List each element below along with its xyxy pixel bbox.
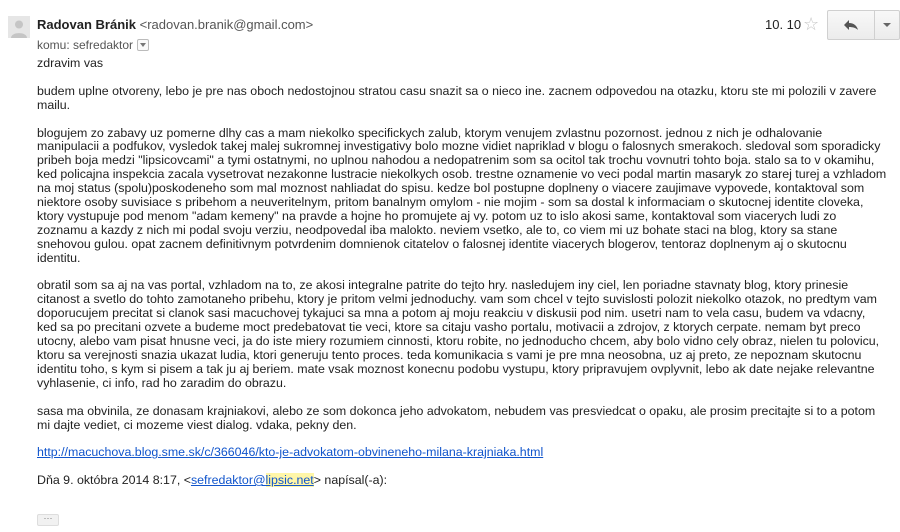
body-paragraph: blogujem zo zabavy uz pomerne dlhy cas a mam niekolko specifickych zalub, ktorym venujem zvlastnu pozornost. jednou z nich je odhalovanie manipulacii a podfukov, vysledok takej malej sukromnej investigativy bolo mozne vidiet napriklad v blogu o falosnych smerakoch. sledoval som sporadicky pribeh boja medzi "lipsicovcami" a tymi ostatnymi, no uplnou nahodou a nedopatrenim som sa ocitol tak trochu vovnutri tohto boja. stalo sa to v okamihu, ked policajna inspekcia zacala vysetrovat nezakonne lustracie niekolkych osob. trestne oznamenie vo veci podal martin masaryk zo starej turej a vzhladom na moj status (spolu)poskodeneho som mal moznost nahliadat do spisu. kedze bol postupne doplneny o viacere zaujimave vypovede, kontaktoval som niektore osoby suvisiace s pribehom a neuveritelnym, pritom banalnym omylom - nie mojim - som sa dostal k informaciam o skutocnej identite cloveka, ktory vystupuje pod menom "adam kemeny" na pravde a hojne ho promujete aj vy. potom uz to islo akosi same, kontaktoval som viacerych ludi zo zoznamu a kazdy z nich mi podal svoju verziu, neodpovedal iba malokto. neviem vsetko, ale to, co viem mi uz bohate staci na blog, ktory sa stane snehovou gulou. opat zacnem definitivnym potvrdenim domnienok citatelov o falosnej identite viacerych blogerov, tentoraz doplnenym aj o skutocnu identitu.: [37, 125, 887, 265]
star-icon[interactable]: ☆: [803, 14, 820, 34]
message-header: [37, 14, 900, 60]
reply-button-group: [827, 10, 900, 40]
blog-link[interactable]: http://macuchova.blog.sme.sk/c/366046/kto-je-advokatom-obvineneho-milana-krajniaka.html: [37, 445, 544, 460]
reply-arrow-icon: [843, 19, 859, 31]
quote-prefix: Dňa 9. októbra 2014 8:17, <: [37, 473, 191, 488]
quote-suffix: > napísal(-a):: [313, 473, 388, 488]
body-link-paragraph: [37, 446, 887, 460]
show-details-dropdown[interactable]: [137, 39, 149, 51]
sender-line: [37, 17, 313, 32]
reply-button[interactable]: [828, 11, 875, 39]
body-paragraph: sasa ma obvinila, ze donasam krajniakovi, alebo ze som dokonca jeho advokatom, nebudem vas presviedcat o opaku, ale prosim precitajte si to a potom mi dajte vediet, ci mozeme viest dialog. vdaka, pekny den.: [37, 403, 876, 432]
sender-avatar: [8, 16, 30, 38]
quote-email-user: sefredaktor@: [190, 473, 266, 488]
message-date: 10. 10: [765, 17, 802, 32]
more-options-button[interactable]: [875, 11, 899, 39]
quote-attribution: [37, 474, 887, 488]
caret-down-icon: [883, 23, 891, 27]
recipient-line: [37, 38, 149, 52]
quote-email-link[interactable]: [191, 473, 314, 487]
sender-email: <radovan.branik@gmail.com>: [139, 17, 314, 32]
show-trimmed-content-button[interactable]: ···: [37, 514, 59, 526]
person-icon: [8, 16, 30, 38]
quote-email-domain: lipsic.net: [265, 473, 314, 488]
body-paragraph: budem uplne otvoreny, lebo je pre nas oboch nedostojnou stratou casu snazit sa o nieco ine. zacnem odpovedou na otazku, ktoru ste mi polozili v zavere mailu.: [37, 83, 877, 112]
sender-name[interactable]: Radovan Bránik: [37, 17, 136, 32]
body-paragraph: obratil som sa aj na vas portal, vzhladom na to, ze akosi integralne patrite do tejto hry. nasledujem iny ciel, len poriadne stavnaty blog, ktory prinesie citanost a svetlo do tohto zamotaneho pribehu, ktory je pritom velmi jednoduchy. vam som chcel v tejto suvislosti polozit niekolko otazok, no predtym vam doporucujem precitat si clanok sasi macuchovej tykajuci sa mna a potom aj moju reakciu v diskusii pod nim. usetri nam to vela casu, budem va vdacny, ked sa po precitani ozvete a budeme moct predebatovat tie veci, ktore sa citaju vasho portalu, motivacii a zdrojov, z ktorych cerpate. nemam byt preco utocny, alebo vam pisat hnusne veci, ja do iste miery rozumiem cinnosti, ktoru robite, no jednoducho chcem, aby bolo vidno cely obraz, nielen tu polovicu, ktoru sa verejnosti snazia ukazat ludia, ktori generuju tento proces. teda komunikacia s vami je pre mna neosobna, uz aj preto, ze nepoznam skutocnu identitu toho, s kym si pisem a tak ju aj beriem. mate vsak moznost konecnu podobu vystupu, ktory pripravujem ovplyvnit, lebo ak date nejake relevantne vyhlasenie, ci info, rad ho zaradim do obrazu.: [37, 278, 880, 390]
message-body: [37, 57, 887, 502]
body-paragraph: zdravim vas: [37, 56, 104, 70]
recipient-label: komu: sefredaktor: [37, 38, 134, 52]
